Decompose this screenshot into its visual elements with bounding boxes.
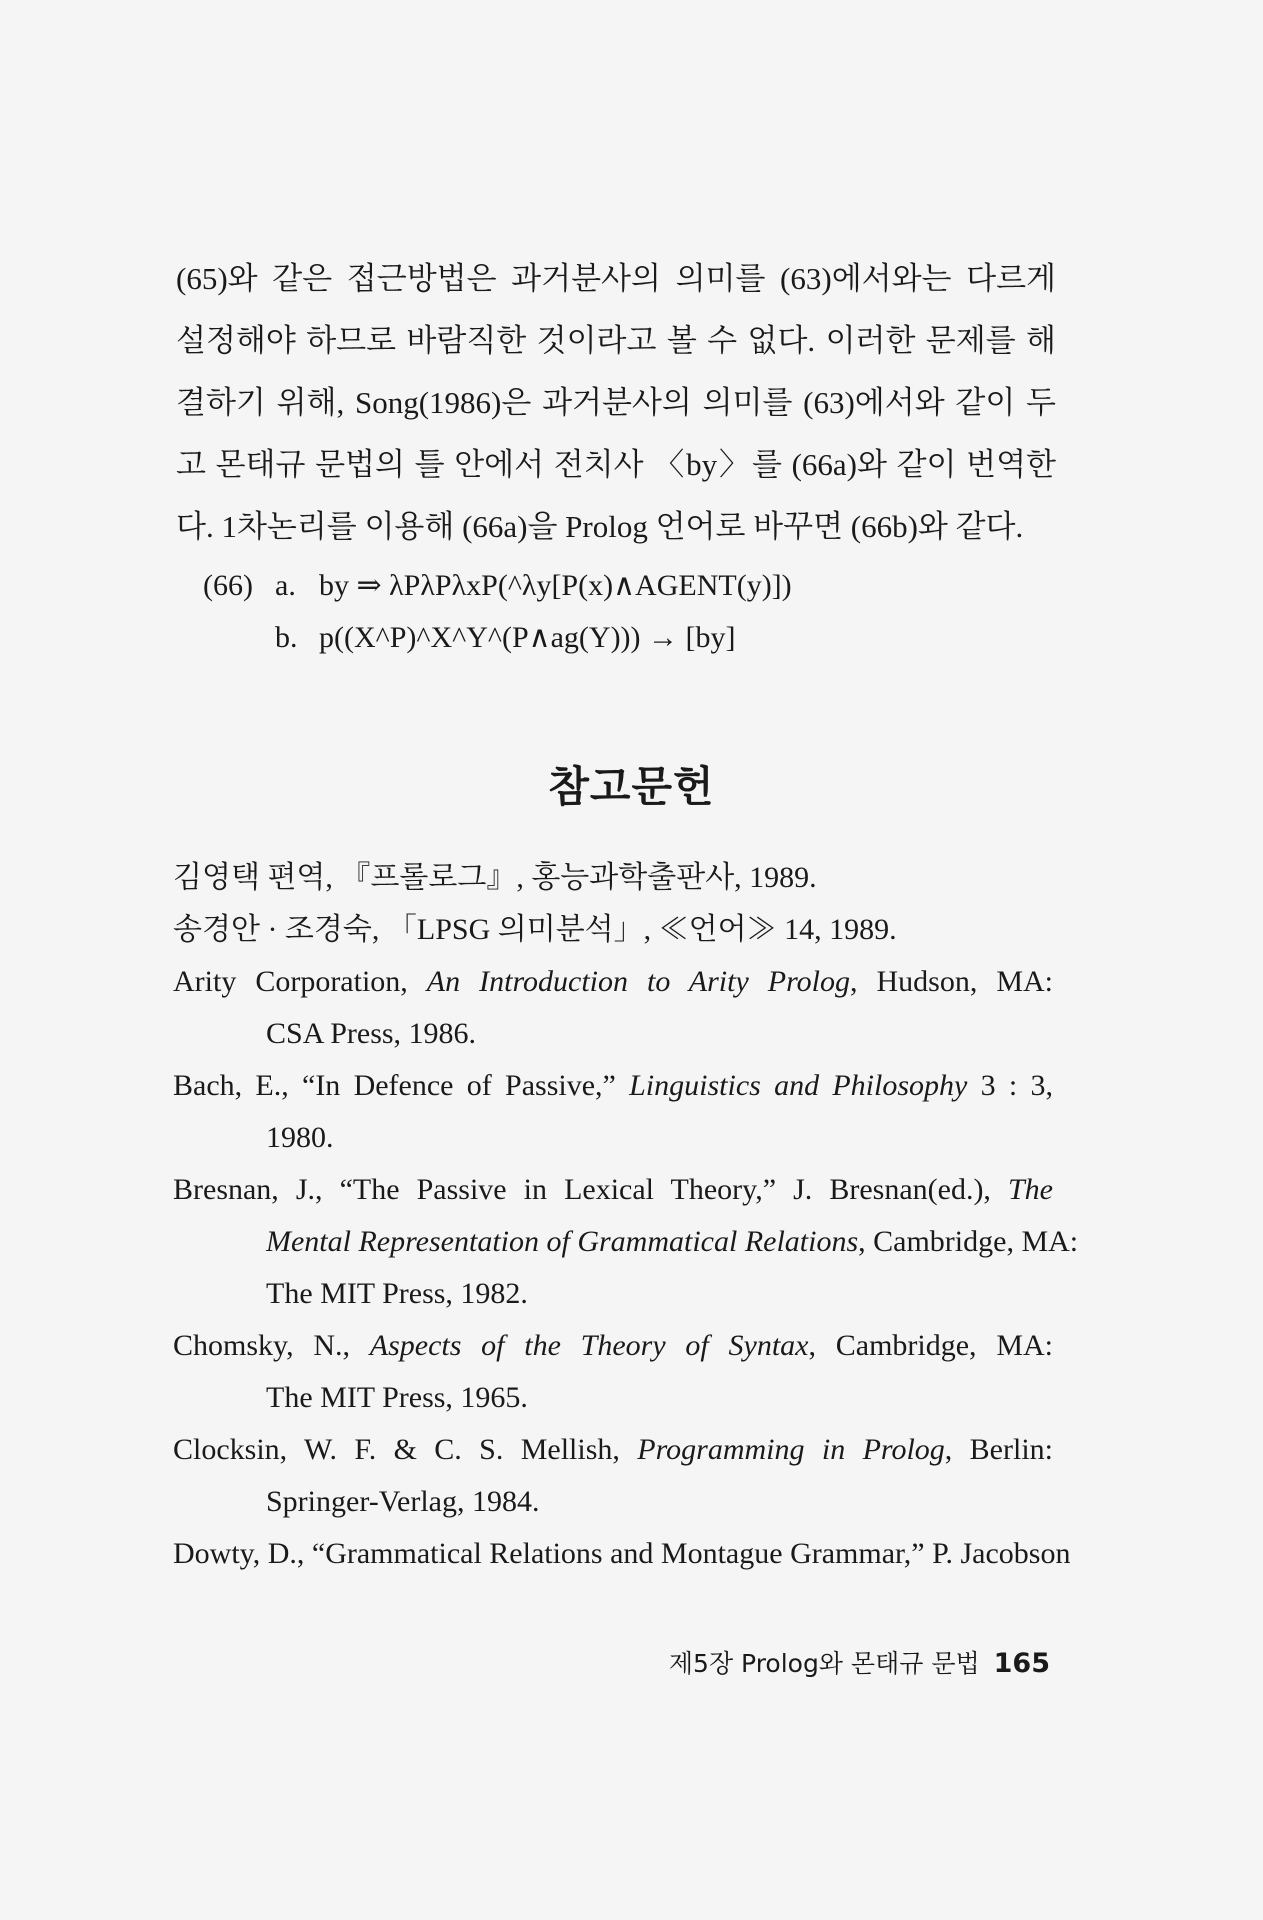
paragraph-line: (65)와 같은 접근방법은 과거분사의 의미를 (63)에서와는 다르게 bbox=[176, 261, 1056, 296]
reference-title: An Introduction to Arity Prolog bbox=[426, 965, 850, 998]
page-number: 165 bbox=[993, 1648, 1050, 1679]
example-number: (66) bbox=[203, 569, 253, 602]
reference-continuation: 1980. bbox=[266, 1121, 334, 1154]
reference-item bbox=[173, 1320, 1053, 1424]
example-66 bbox=[203, 560, 792, 664]
section-title: 참고문헌 bbox=[548, 762, 715, 811]
example-row-a bbox=[203, 560, 792, 612]
reference-item bbox=[173, 956, 1053, 1060]
example-formula-b: p((X^P)^X^Y^(P∧ag(Y))) → [by] bbox=[319, 621, 736, 654]
example-label-a: a. bbox=[275, 569, 296, 602]
reference-continuation: Mental Representation of Grammatical Relations, Cambridge, MA: bbox=[266, 1225, 1079, 1258]
reference-line: 김영택 편역, 『프롤로그』, 홍능과학출판사, 1989. bbox=[173, 861, 817, 894]
reference-title: The bbox=[1008, 1173, 1053, 1206]
page-footer bbox=[650, 1644, 1050, 1680]
reference-line: Arity Corporation, An Introduction to Arity Prolog, Hudson, MA: bbox=[173, 965, 1053, 998]
paragraph-line: 다. 1차논리를 이용해 (66a)을 Prolog 언어로 바꾸면 (66b)와 같다. bbox=[176, 509, 1024, 544]
reference-item bbox=[173, 1528, 1071, 1580]
reference-title: Linguistics and Philosophy bbox=[629, 1069, 968, 1102]
reference-continuation: The MIT Press, 1965. bbox=[266, 1381, 528, 1414]
reference-item bbox=[173, 904, 1053, 956]
example-label-b: b. bbox=[275, 621, 298, 654]
reference-line: Chomsky, N., Aspects of the Theory of Syntax, Cambridge, MA: bbox=[173, 1329, 1053, 1362]
reference-item bbox=[173, 1424, 1053, 1528]
reference-title: Programming in Prolog bbox=[637, 1433, 945, 1466]
reference-line: 송경안 · 조경숙, 「LPSG 의미분석」, ≪언어≫ 14, 1989. bbox=[173, 913, 897, 946]
reference-item bbox=[173, 1164, 1079, 1320]
example-row-b bbox=[203, 612, 792, 664]
reference-continuation: CSA Press, 1986. bbox=[266, 1017, 477, 1050]
reference-line: Dowty, D., “Grammatical Relations and Montague Grammar,” P. Jacobson bbox=[173, 1537, 1071, 1570]
reference-item bbox=[173, 1060, 1053, 1164]
reference-continuation: Springer-Verlag, 1984. bbox=[266, 1485, 540, 1518]
paragraph-line: 설정해야 하므로 바람직한 것이라고 볼 수 없다. 이러한 문제를 해 bbox=[176, 323, 1056, 358]
reference-title: Mental Representation of Grammatical Relations bbox=[266, 1225, 859, 1258]
reference-list bbox=[173, 852, 1079, 1580]
paragraph-line: 결하기 위해, Song(1986)은 과거분사의 의미를 (63)에서와 같이 두 bbox=[176, 385, 1056, 420]
reference-item bbox=[173, 852, 1053, 904]
reference-continuation: The MIT Press, 1982. bbox=[266, 1277, 528, 1310]
example-formula-a: by ⇒ λPλPλxP(^λy[P(x)∧AGENT(y)]) bbox=[319, 569, 792, 602]
body-paragraph bbox=[176, 248, 1056, 558]
reference-line: Clocksin, W. F. & C. S. Mellish, Programming in Prolog, Berlin: bbox=[173, 1433, 1053, 1466]
reference-line: Bresnan, J., “The Passive in Lexical Theory,” J. Bresnan(ed.), The bbox=[173, 1173, 1053, 1206]
reference-title: Aspects of the Theory of Syntax bbox=[369, 1329, 809, 1362]
paragraph-line: 고 몬태규 문법의 틀 안에서 전치사 〈by〉를 (66a)와 같이 번역한 bbox=[176, 447, 1056, 482]
reference-line: Bach, E., “In Defence of Passive,” Linguistics and Philosophy 3 : 3, bbox=[173, 1069, 1053, 1102]
running-head: 제5장 Prolog와 몬태규 문법 bbox=[668, 1649, 980, 1678]
